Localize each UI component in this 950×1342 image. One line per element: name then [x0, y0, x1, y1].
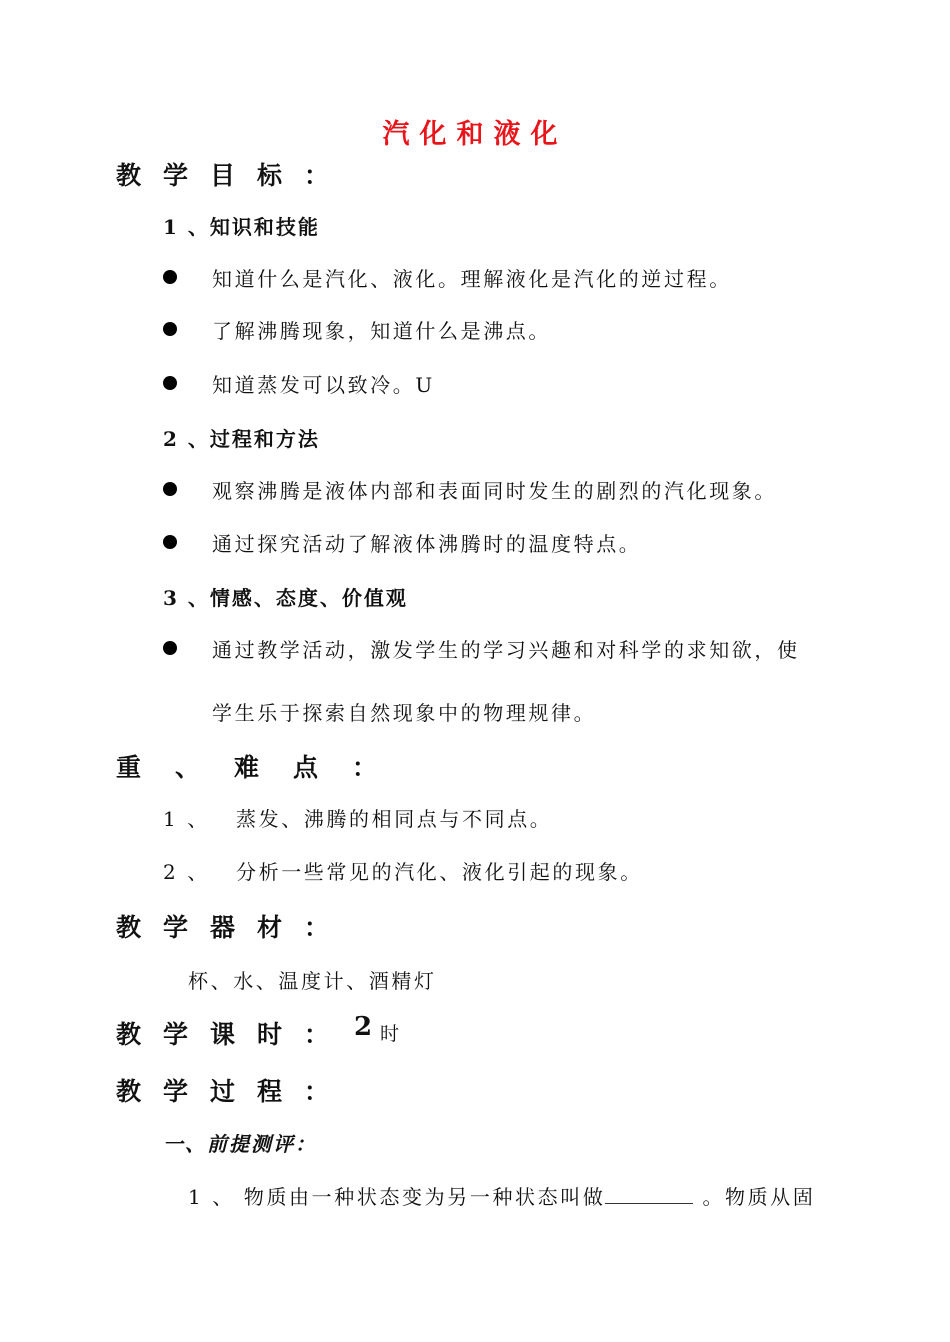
hours-heading: 教学课时：	[116, 1020, 352, 1049]
equipment-text: 杯、水、温度计、酒精灯	[188, 969, 437, 993]
answer-blank[interactable]	[605, 1185, 693, 1204]
list-item: 分析一些常见的汽化、液化引起的现象。	[236, 860, 643, 884]
question-number: 1 、	[188, 1185, 235, 1209]
list-item: 了解沸腾现象，知道什么是沸点。	[212, 319, 551, 343]
section-label: 3 、情感、态度、价值观	[163, 586, 408, 610]
list-item-number: 1 、	[163, 807, 210, 831]
bullet-icon	[163, 482, 177, 496]
sub-heading: 一、前提测评：	[163, 1132, 317, 1156]
list-item: 蒸发、沸腾的相同点与不同点。	[236, 807, 553, 831]
list-item: 知道蒸发可以致冷。U	[212, 373, 435, 397]
hours-unit: 时	[380, 1023, 400, 1045]
bullet-icon	[163, 270, 177, 284]
list-item: 通过教学活动，激发学生的学习兴趣和对科学的求知欲，使	[212, 638, 800, 662]
list-item: 通过探究活动了解液体沸腾时的温度特点。	[212, 532, 642, 556]
bullet-icon	[163, 322, 177, 336]
objectives-heading: 教学目标：	[116, 161, 352, 190]
bullet-icon	[163, 535, 177, 549]
process-heading: 教学过程：	[116, 1077, 352, 1106]
bullet-icon	[163, 641, 177, 655]
question-text: 物质由一种状态变为另一种状态叫做	[243, 1185, 606, 1209]
question-text-continued: 。物质从固	[702, 1185, 816, 1209]
equipment-heading: 教学器材：	[116, 913, 352, 942]
list-item-number: 2 、	[163, 860, 210, 884]
bullet-icon	[163, 376, 177, 390]
section-label: 1 、知识和技能	[163, 215, 320, 239]
list-item-continuation: 学生乐于探索自然现象中的物理规律。	[212, 701, 597, 725]
list-item: 知道什么是汽化、液化。理解液化是汽化的逆过程。	[212, 267, 732, 291]
section-label: 2 、过程和方法	[163, 427, 320, 451]
key-points-heading: 重、难点：	[116, 753, 412, 782]
list-item: 观察沸腾是液体内部和表面同时发生的剧烈的汽化现象。	[212, 479, 777, 503]
page-title: 汽化和液化	[382, 119, 568, 150]
hours-value: 2	[354, 1012, 373, 1042]
question-1	[188, 1181, 815, 1210]
